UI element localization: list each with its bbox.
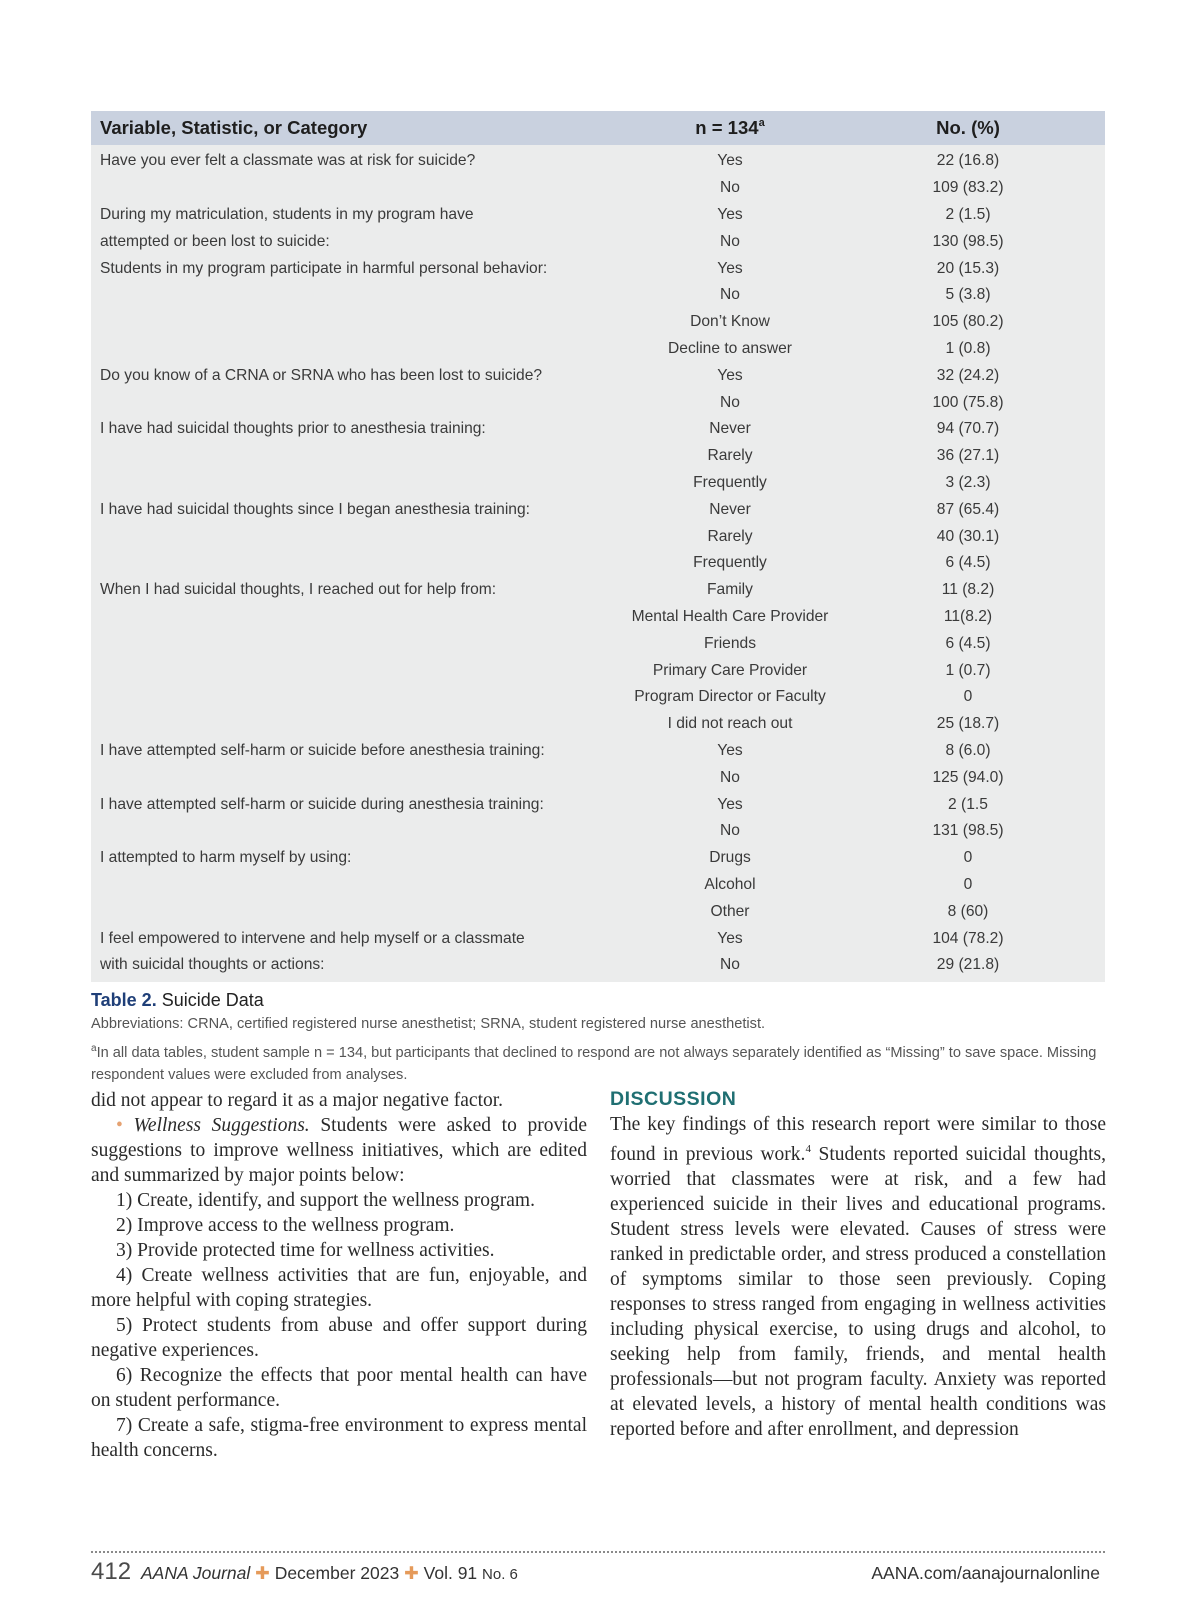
row-value: 40 (30.1) xyxy=(936,527,1000,545)
row-response: Mental Health Care Provider xyxy=(631,607,829,625)
table-row xyxy=(91,925,1105,952)
header-count-percent: No. (%) xyxy=(936,117,1000,138)
footnote-text: In all data tables, student sample n = 134, but participants that declined to respond are not always separately identified as “Missing” to save space. Missing respondent values were excluded from analyses. xyxy=(91,1044,1097,1083)
row-response: Yes xyxy=(717,795,743,813)
row-value: 1 (0.7) xyxy=(945,661,991,679)
table-row xyxy=(91,872,1105,899)
row-value: 0 xyxy=(963,688,973,706)
row-variable: with suicidal thoughts or actions: xyxy=(100,956,325,974)
table-row xyxy=(91,443,1105,470)
discussion-text-1: The key findings of this research report were similar to those found in previous work. xyxy=(610,1114,1106,1165)
row-response: Other xyxy=(710,902,750,920)
row-response: I did not reach out xyxy=(667,715,793,733)
header-n xyxy=(611,117,849,139)
row-value: 104 (78.2) xyxy=(932,929,1004,947)
row-value: 25 (18.7) xyxy=(936,715,1000,733)
table-row xyxy=(91,845,1105,872)
row-value: 29 (21.8) xyxy=(936,956,1000,974)
table-row xyxy=(91,604,1105,631)
table-row xyxy=(91,362,1105,389)
row-response: No xyxy=(720,822,740,840)
separator-icon: ✚ xyxy=(404,1563,419,1583)
caption-title xyxy=(91,990,1105,1011)
row-variable: During my matriculation, students in my program have xyxy=(100,205,474,223)
row-value: 0 xyxy=(963,875,973,893)
table-row xyxy=(91,336,1105,363)
journal-name: AANA Journal xyxy=(141,1563,251,1583)
volume: Vol. 91 xyxy=(423,1563,478,1583)
separator-icon: ✚ xyxy=(255,1563,270,1583)
list-item: 2) Improve access to the wellness program. xyxy=(116,1215,455,1236)
table-row xyxy=(91,630,1105,657)
list-item: 7) Create a safe, stigma-free environment to express mental health concerns. xyxy=(91,1415,587,1461)
row-variable: I have had suicidal thoughts prior to anesthesia training: xyxy=(100,420,486,438)
suggestions-list xyxy=(91,1188,587,1463)
row-response: Yes xyxy=(717,152,743,170)
row-response: Alcohol xyxy=(704,875,756,893)
table-row xyxy=(91,496,1105,523)
row-value: 109 (83.2) xyxy=(932,179,1004,197)
left-column xyxy=(91,1090,588,1463)
row-variable: Do you know of a CRNA or SRNA who has been lost to suicide? xyxy=(100,366,543,384)
header-n-sup: a xyxy=(758,117,765,129)
row-response: Yes xyxy=(717,741,743,759)
row-value: 105 (80.2) xyxy=(932,313,1004,331)
row-response: Yes xyxy=(717,929,743,947)
table-row xyxy=(91,818,1105,845)
table-row xyxy=(91,470,1105,497)
journal-url: AANA.com/aanajournalonline xyxy=(871,1563,1100,1583)
table-row xyxy=(91,175,1105,202)
row-variable: Have you ever felt a classmate was at risk for suicide? xyxy=(100,152,476,170)
list-item: 3) Provide protected time for wellness activities. xyxy=(116,1240,495,1261)
journal-info xyxy=(141,1563,518,1584)
table-row xyxy=(91,577,1105,604)
row-value: 6 (4.5) xyxy=(945,634,991,652)
continuation-paragraph: did not appear to regard it as a major negative factor. xyxy=(91,1090,504,1111)
list-item: 5) Protect students from abuse and offer support during negative experiences. xyxy=(91,1315,587,1361)
row-value: 2 (1.5) xyxy=(945,205,991,223)
header-variable: Variable, Statistic, or Category xyxy=(100,117,368,138)
row-response: Program Director or Faculty xyxy=(634,688,826,706)
issue-number: No. 6 xyxy=(482,1566,518,1583)
header-n-label: n = 134 xyxy=(695,117,759,138)
row-response: No xyxy=(720,956,740,974)
table-row xyxy=(91,657,1105,684)
discussion-paragraph xyxy=(610,1112,1106,1442)
page-footer xyxy=(91,1558,1105,1588)
table-row xyxy=(91,738,1105,765)
row-value: 11 (8.2) xyxy=(941,581,995,599)
row-value: 8 (6.0) xyxy=(945,741,991,759)
table-row xyxy=(91,550,1105,577)
page-number: 412 xyxy=(91,1558,132,1585)
row-response: Don’t Know xyxy=(690,313,770,331)
table-row xyxy=(91,389,1105,416)
row-value: 100 (75.8) xyxy=(932,393,1004,411)
table-row xyxy=(91,684,1105,711)
row-response: No xyxy=(720,179,740,197)
caption-abbreviations: Abbreviations: CRNA, certified registered nurse anesthetist; SRNA, student registered nurse anesthetist. xyxy=(91,1016,766,1032)
row-variable: I have attempted self-harm or suicide during anesthesia training: xyxy=(100,795,544,813)
table-row xyxy=(91,416,1105,443)
row-response: Primary Care Provider xyxy=(652,661,808,679)
row-response: Family xyxy=(707,581,753,599)
row-response: No xyxy=(720,232,740,250)
row-variable: I feel empowered to intervene and help myself or a classmate xyxy=(100,929,525,947)
issue-date: December 2023 xyxy=(274,1563,400,1583)
row-response: Rarely xyxy=(707,447,753,465)
footnote-marker: a xyxy=(91,1042,97,1054)
row-value: 0 xyxy=(963,849,973,867)
row-value: 3 (2.3) xyxy=(945,473,991,491)
discussion-heading: DISCUSSION xyxy=(610,1088,737,1110)
row-value: 87 (65.4) xyxy=(936,500,1000,518)
row-variable: attempted or been lost to suicide: xyxy=(100,232,330,250)
row-value: 22 (16.8) xyxy=(936,152,1000,170)
row-response: No xyxy=(720,768,740,786)
table-row xyxy=(91,255,1105,282)
row-response: Never xyxy=(709,500,751,518)
row-response: Never xyxy=(709,420,751,438)
row-response: Frequently xyxy=(693,554,767,572)
table-row xyxy=(91,711,1105,738)
table-row xyxy=(91,228,1105,255)
row-variable: I attempted to harm myself by using: xyxy=(100,849,352,867)
discussion-text-2: Students reported suicidal thoughts, worried that classmates were at risk, and a few had experienced suicide in their lives and educational programs. Student stress levels were elevated. Causes of stress were ranked in predictable order, and stress produced a constellation of symptoms similar to those seen previously. Coping responses to stress ranged from engaging in wellness activities including physical exercise, to using drugs and alcohol, to seeking help from family, friends, and mental health professionals—but not program faculty. Anxiety was reported at elevated levels, a history of mental health conditions was reported before and after enrollment, and depression xyxy=(610,1144,1106,1440)
row-response: Yes xyxy=(717,259,743,277)
table-row xyxy=(91,523,1105,550)
row-value: 36 (27.1) xyxy=(936,447,1000,465)
row-variable: Students in my program participate in harmful personal behavior: xyxy=(100,259,548,277)
caption-label: Table 2. xyxy=(91,990,157,1010)
row-value: 94 (70.7) xyxy=(936,420,1000,438)
data-table xyxy=(91,111,1105,982)
footer-divider xyxy=(91,1551,1105,1553)
row-value: 125 (94.0) xyxy=(932,768,1004,786)
row-response: Decline to answer xyxy=(668,339,792,357)
table-row xyxy=(91,952,1105,979)
table-body xyxy=(91,145,1105,982)
table-row xyxy=(91,148,1105,175)
bullet-icon: • xyxy=(116,1115,123,1136)
table-row xyxy=(91,309,1105,336)
row-value: 8 (60) xyxy=(947,902,989,920)
caption-text: Suicide Data xyxy=(161,990,264,1010)
row-variable: I have had suicidal thoughts since I began anesthesia training: xyxy=(100,500,530,518)
row-response: Yes xyxy=(717,205,743,223)
row-variable: When I had suicidal thoughts, I reached out for help from: xyxy=(100,581,497,599)
row-value: 32 (24.2) xyxy=(936,366,1000,384)
table-row xyxy=(91,764,1105,791)
table-row xyxy=(91,202,1105,229)
row-value: 2 (1.5 xyxy=(948,795,988,813)
reference-marker: 4 xyxy=(805,1143,811,1155)
list-item: 4) Create wellness activities that are fun, enjoyable, and more helpful with coping strategies. xyxy=(91,1265,587,1311)
wellness-subhead: Wellness Suggestions. xyxy=(133,1115,310,1136)
table-row xyxy=(91,282,1105,309)
row-response: Friends xyxy=(704,634,756,652)
row-response: No xyxy=(720,286,740,304)
table-row xyxy=(91,898,1105,925)
row-value: 20 (15.3) xyxy=(936,259,1000,277)
table-header xyxy=(91,111,1105,145)
list-item: 6) Recognize the effects that poor mental health can have on student performance. xyxy=(91,1365,587,1411)
row-value: 130 (98.5) xyxy=(932,232,1004,250)
table-row xyxy=(91,791,1105,818)
wellness-paragraph xyxy=(91,1113,587,1188)
row-value: 5 (3.8) xyxy=(945,286,991,304)
row-value: 1 (0.8) xyxy=(945,339,991,357)
table-caption xyxy=(91,990,1105,1087)
wellness-intro: Students were asked to provide suggestions to improve wellness initiatives, which are edited and summarized by major points below: xyxy=(91,1115,588,1186)
caption-footnote xyxy=(91,1038,1105,1087)
list-item: 1) Create, identify, and support the wellness program. xyxy=(116,1190,535,1211)
row-value: 11(8.2) xyxy=(943,607,993,625)
row-response: No xyxy=(720,393,740,411)
row-response: Frequently xyxy=(693,473,767,491)
row-response: Rarely xyxy=(707,527,753,545)
row-value: 131 (98.5) xyxy=(932,822,1004,840)
row-variable: I have attempted self-harm or suicide before anesthesia training: xyxy=(100,741,545,759)
right-column xyxy=(610,1088,1106,1442)
row-response: Yes xyxy=(717,366,743,384)
row-response: Drugs xyxy=(709,849,751,867)
row-value: 6 (4.5) xyxy=(945,554,991,572)
